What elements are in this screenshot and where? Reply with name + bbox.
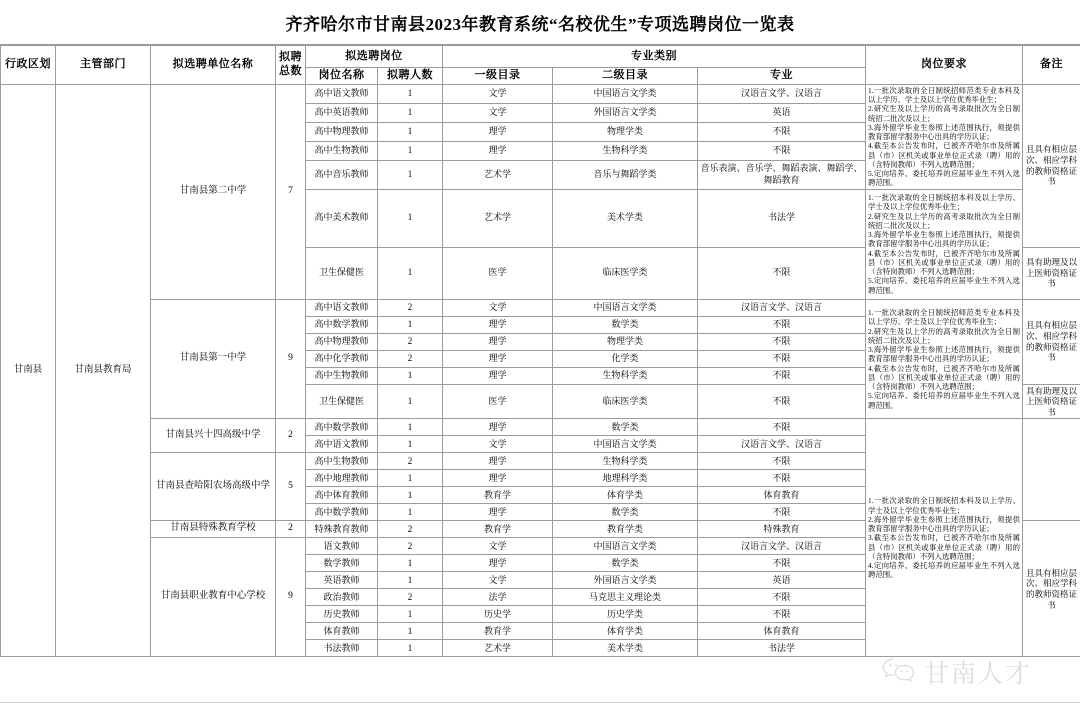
job-name-cell: 卫生保健医: [306, 384, 378, 419]
job-count-cell: 2: [378, 333, 443, 350]
major-cell: 汉语言文学、汉语言: [698, 538, 866, 555]
major-cell: 汉语言文学、汉语言: [698, 436, 866, 453]
level1-cell: 医学: [443, 247, 553, 299]
level2-cell: 物理学类: [553, 333, 698, 350]
unit-total-cell: 7: [276, 84, 306, 299]
major-cell: 不限: [698, 141, 866, 160]
major-cell: 不限: [698, 333, 866, 350]
major-cell: 特殊教育: [698, 521, 866, 538]
level2-cell: 美术学类: [553, 189, 698, 247]
level2-cell: 中国语言文学类: [553, 84, 698, 103]
level2-cell: 历史学类: [553, 606, 698, 623]
level2-cell: 体育学类: [553, 623, 698, 640]
level1-cell: 历史学: [443, 606, 553, 623]
level2-cell: 数学类: [553, 419, 698, 436]
table-header: [1, 46, 1080, 85]
job-name-cell: 政治教师: [306, 589, 378, 606]
level1-cell: 艺术学: [443, 160, 553, 189]
job-count-cell: 1: [378, 367, 443, 384]
level2-cell: 体育学类: [553, 487, 698, 504]
job-name-cell: 历史教师: [306, 606, 378, 623]
level2-cell: 生物科学类: [553, 453, 698, 470]
major-cell: 不限: [698, 606, 866, 623]
major-cell: 体育教育: [698, 487, 866, 504]
requirement-line: 4.截至本公告发布时，已被齐齐哈尔市及所属县（市）区机关或事业单位正式录（聘）用的（含特岗教师）不列入选聘范围；: [868, 141, 1020, 169]
unit-name-cell: 甘南县第一中学: [151, 299, 276, 419]
requirement-line: 4.定向培养、委托培养的应届毕业生不列入选聘范围。: [868, 561, 1020, 580]
job-count-cell: 1: [378, 555, 443, 572]
level1-cell: 艺术学: [443, 640, 553, 657]
job-name-cell: 书法教师: [306, 640, 378, 657]
level2-cell: 生物科学类: [553, 367, 698, 384]
note-cell: 具有助理及以上医师资格证书: [1023, 247, 1080, 299]
header-major: 专业: [698, 68, 866, 85]
requirement-line: 5.定向培养、委托培养的应届毕业生不列入选聘范围。: [868, 169, 1020, 188]
requirement-cell: [866, 84, 1023, 189]
requirement-line: 3.海外留学毕业生参照上述范围执行，须提供教育部留学服务中心出具的学历认证；: [868, 122, 1020, 141]
job-name-cell: 语文教师: [306, 538, 378, 555]
header-total-line1: 拟聘: [279, 51, 302, 64]
watermark-label: 甘南人才: [923, 661, 1032, 688]
requirement-line: 1.一批次录取的全日制统招师范类专业本科及以上学历、学士及以上学位优秀毕业生；: [868, 85, 1020, 104]
header-level1: 一级目录: [443, 68, 553, 85]
level2-cell: 马克思主义理论类: [553, 589, 698, 606]
major-cell: 不限: [698, 384, 866, 419]
job-count-cell: 1: [378, 247, 443, 299]
requirement-line: 4.截至本公告发布时，已被齐齐哈尔市及所属县（市）区机关或事业单位正式录（聘）用的（含特岗教师）不列入选聘范围；: [868, 248, 1020, 277]
job-name-cell: 高中地理教师: [306, 470, 378, 487]
job-count-cell: 1: [378, 316, 443, 333]
level1-cell: 文学: [443, 103, 553, 122]
level1-cell: 理学: [443, 122, 553, 141]
requirement-line: 3.海外留学毕业生参照上述范围执行，须提供教育部留学服务中心出具的学历认证；: [868, 345, 1020, 364]
header-level2: 二级目录: [553, 68, 698, 85]
header-total: [276, 46, 306, 85]
unit-name-cell: 甘南县职业教育中心学校: [151, 538, 276, 657]
job-name-cell: 高中生物教师: [306, 141, 378, 160]
major-cell: 英语: [698, 572, 866, 589]
header-major-group: 专业类别: [443, 46, 866, 68]
major-cell: 音乐表演、音乐学、舞蹈表演、舞蹈学、舞蹈教育: [698, 160, 866, 189]
region-cell: 甘南县: [1, 84, 56, 657]
level1-cell: 理学: [443, 555, 553, 572]
note-cell: 且具有相应层次、相应学科的教师资格证书: [1023, 84, 1080, 247]
job-count-cell: 2: [378, 589, 443, 606]
requirement-line: 2.海外留学毕业生参照上述范围执行，须提供教育部留学服务中心出具的学历认证；: [868, 514, 1020, 533]
page-title: 齐齐哈尔市甘南县2023年教育系统“名校优生”专项选聘岗位一览表: [285, 14, 795, 34]
job-name-cell: 高中化学教师: [306, 350, 378, 367]
job-name-cell: 高中音乐教师: [306, 160, 378, 189]
unit-name-cell: 甘南县查哈阳农场高级中学: [151, 453, 276, 521]
level2-cell: 数学类: [553, 316, 698, 333]
requirement-line: 5.定向培养、委托培养的应届毕业生不列入选聘范围。: [868, 276, 1020, 295]
level2-cell: 中国语言文学类: [553, 299, 698, 316]
table-body: [1, 84, 1080, 657]
unit-total-cell: 2: [276, 419, 306, 453]
level1-cell: 理学: [443, 316, 553, 333]
level1-cell: 艺术学: [443, 189, 553, 247]
job-name-cell: 数学教师: [306, 555, 378, 572]
job-name-cell: 高中数学教师: [306, 504, 378, 521]
level1-cell: 理学: [443, 419, 553, 436]
level2-cell: 美术学类: [553, 640, 698, 657]
job-name-cell: 高中语文教师: [306, 299, 378, 316]
job-name-cell: 高中物理教师: [306, 333, 378, 350]
level1-cell: 教育学: [443, 487, 553, 504]
header-region: 行政区划: [1, 46, 56, 85]
requirement-line: 2.研究生及以上学历的高考录取批次为全日制统招二批次及以上；: [868, 326, 1020, 345]
job-count-cell: 1: [378, 504, 443, 521]
job-name-cell: 高中英语教师: [306, 103, 378, 122]
major-cell: 不限: [698, 419, 866, 436]
job-name-cell: 高中数学教师: [306, 419, 378, 436]
unit-total-cell: 9: [276, 299, 306, 419]
major-cell: 不限: [698, 504, 866, 521]
level1-cell: 文学: [443, 436, 553, 453]
level1-cell: 教育学: [443, 623, 553, 640]
job-count-cell: 1: [378, 623, 443, 640]
requirement-line: 5.定向培养、委托培养的应届毕业生不列入选聘范围。: [868, 391, 1020, 410]
job-count-cell: 1: [378, 572, 443, 589]
level1-cell: 理学: [443, 367, 553, 384]
major-cell: 英语: [698, 103, 866, 122]
level1-cell: 理学: [443, 470, 553, 487]
job-count-cell: 1: [378, 640, 443, 657]
level1-cell: 文学: [443, 538, 553, 555]
job-count-cell: 1: [378, 419, 443, 436]
requirement-line: 1.一批次录取的全日制统招师范类专业本科及以上学历、学士及以上学位优秀毕业生；: [868, 308, 1020, 327]
job-count-cell: 2: [378, 453, 443, 470]
job-count-cell: 1: [378, 160, 443, 189]
job-count-cell: 1: [378, 84, 443, 103]
major-cell: 汉语言文学、汉语言: [698, 84, 866, 103]
job-count-cell: 1: [378, 189, 443, 247]
requirement-line: 2.研究生及以上学历的高考录取批次为全日制统招二批次及以上；: [868, 104, 1020, 123]
header-post-name: 岗位名称: [306, 68, 378, 85]
major-cell: 不限: [698, 247, 866, 299]
requirement-line: 4.截至本公告发布时，已被齐齐哈尔市及所属县（市）区机关或事业单位正式录（聘）用的（含特岗教师）不列入选聘范围；: [868, 363, 1020, 392]
major-cell: 书法学: [698, 640, 866, 657]
header-post-count: 拟聘人数: [378, 68, 443, 85]
requirement-line: 2.研究生及以上学历的高考录取批次为全日制统招二批次及以上；: [868, 211, 1020, 230]
header-unit: 拟选聘单位名称: [151, 46, 276, 85]
level2-cell: 中国语言文学类: [553, 436, 698, 453]
job-count-cell: 1: [378, 384, 443, 419]
header-requirement: 岗位要求: [866, 46, 1023, 85]
job-name-cell: 英语教师: [306, 572, 378, 589]
level2-cell: 化学类: [553, 350, 698, 367]
job-name-cell: 高中语文教师: [306, 436, 378, 453]
requirement-cell: [866, 189, 1023, 299]
major-cell: 不限: [698, 555, 866, 572]
job-count-cell: 1: [378, 606, 443, 623]
level1-cell: 法学: [443, 589, 553, 606]
note-cell: 且具有相应层次、相应学科的教师资格证书: [1023, 299, 1080, 384]
level2-cell: 音乐与舞蹈学类: [553, 160, 698, 189]
level2-cell: 外国语言文学类: [553, 103, 698, 122]
level1-cell: 文学: [443, 84, 553, 103]
job-count-cell: 2: [378, 521, 443, 538]
requirement-line: 3.截至本公告发布时，已被齐齐哈尔市及所属县（市）区机关或事业单位正式录（聘）用的（含特岗教师）不列入选聘范围；: [868, 533, 1020, 561]
major-cell: 书法学: [698, 189, 866, 247]
unit-name-cell: 甘南县第二中学: [151, 84, 276, 299]
header-total-line2: 总数: [279, 64, 302, 77]
job-name-cell: 高中美术教师: [306, 189, 378, 247]
requirement-cell: [866, 419, 1023, 657]
major-cell: 不限: [698, 470, 866, 487]
level1-cell: 理学: [443, 141, 553, 160]
unit-total-cell: 9: [276, 538, 306, 657]
job-name-cell: 高中语文教师: [306, 84, 378, 103]
major-cell: 不限: [698, 122, 866, 141]
job-count-cell: 2: [378, 350, 443, 367]
major-cell: 不限: [698, 367, 866, 384]
level2-cell: 数学类: [553, 504, 698, 521]
watermark: [881, 654, 1032, 690]
unit-name-cell: 甘南县兴十四高级中学: [151, 419, 276, 453]
unit-name-cell: 甘南县特殊教育学校: [151, 521, 276, 538]
requirement-line: 1.一批次录取的全日制统招本科及以上学历、学士及以上学位优秀毕业生；: [868, 496, 1020, 515]
job-count-cell: 1: [378, 103, 443, 122]
major-cell: 不限: [698, 316, 866, 333]
note-cell: 具有助理及以上医师资格证书: [1023, 384, 1080, 419]
job-name-cell: 高中体育教师: [306, 487, 378, 504]
level1-cell: 教育学: [443, 521, 553, 538]
job-count-cell: 1: [378, 470, 443, 487]
level2-cell: 生物科学类: [553, 141, 698, 160]
table-row: [1, 419, 1080, 436]
requirement-line: 3.海外留学毕业生参照上述范围执行，须提供教育部留学服务中心出具的学历认证；: [868, 230, 1020, 249]
requirement-line: 1.一批次录取的全日制统招本科及以上学历、学士及以上学位优秀毕业生；: [868, 193, 1020, 212]
job-name-cell: 高中生物教师: [306, 453, 378, 470]
level2-cell: 教育学类: [553, 521, 698, 538]
level1-cell: 理学: [443, 453, 553, 470]
header-post-group: 拟选聘岗位: [306, 46, 443, 68]
job-name-cell: 卫生保健医: [306, 247, 378, 299]
job-name-cell: 体育教师: [306, 623, 378, 640]
level1-cell: 理学: [443, 333, 553, 350]
major-cell: 汉语言文学、汉语言: [698, 299, 866, 316]
header-department: 主管部门: [56, 46, 151, 85]
level1-cell: 医学: [443, 384, 553, 419]
major-cell: 不限: [698, 350, 866, 367]
major-cell: 不限: [698, 453, 866, 470]
job-name-cell: 高中生物教师: [306, 367, 378, 384]
level2-cell: 地理科学类: [553, 470, 698, 487]
unit-total-cell: 5: [276, 453, 306, 521]
level1-cell: 文学: [443, 572, 553, 589]
job-count-cell: 1: [378, 141, 443, 160]
level1-cell: 理学: [443, 350, 553, 367]
job-name-cell: 特殊教育教师: [306, 521, 378, 538]
level2-cell: 临床医学类: [553, 384, 698, 419]
job-count-cell: 1: [378, 487, 443, 504]
level1-cell: 文学: [443, 299, 553, 316]
level2-cell: 临床医学类: [553, 247, 698, 299]
recruitment-table: [0, 45, 1080, 657]
job-count-cell: 2: [378, 538, 443, 555]
job-count-cell: 1: [378, 122, 443, 141]
header-note: 备注: [1023, 46, 1080, 85]
level2-cell: 数学类: [553, 555, 698, 572]
job-name-cell: 高中数学教师: [306, 316, 378, 333]
major-cell: 体育教育: [698, 623, 866, 640]
title-bar: [0, 0, 1080, 45]
table-row: [1, 84, 1080, 103]
department-cell: 甘南县教育局: [56, 84, 151, 657]
table-row: [1, 299, 1080, 316]
level2-cell: 外国语言文学类: [553, 572, 698, 589]
note-cell: 且具有相应层次、相应学科的教师资格证书: [1023, 521, 1080, 657]
job-count-cell: 2: [378, 299, 443, 316]
major-cell: 不限: [698, 589, 866, 606]
job-count-cell: 1: [378, 436, 443, 453]
level2-cell: 物理学类: [553, 122, 698, 141]
job-name-cell: 高中物理教师: [306, 122, 378, 141]
level1-cell: 理学: [443, 504, 553, 521]
requirement-cell: [866, 299, 1023, 419]
note-cell: [1023, 419, 1080, 521]
level2-cell: 中国语言文学类: [553, 538, 698, 555]
unit-total-cell: 2: [276, 521, 306, 538]
wechat-icon: [881, 656, 917, 689]
